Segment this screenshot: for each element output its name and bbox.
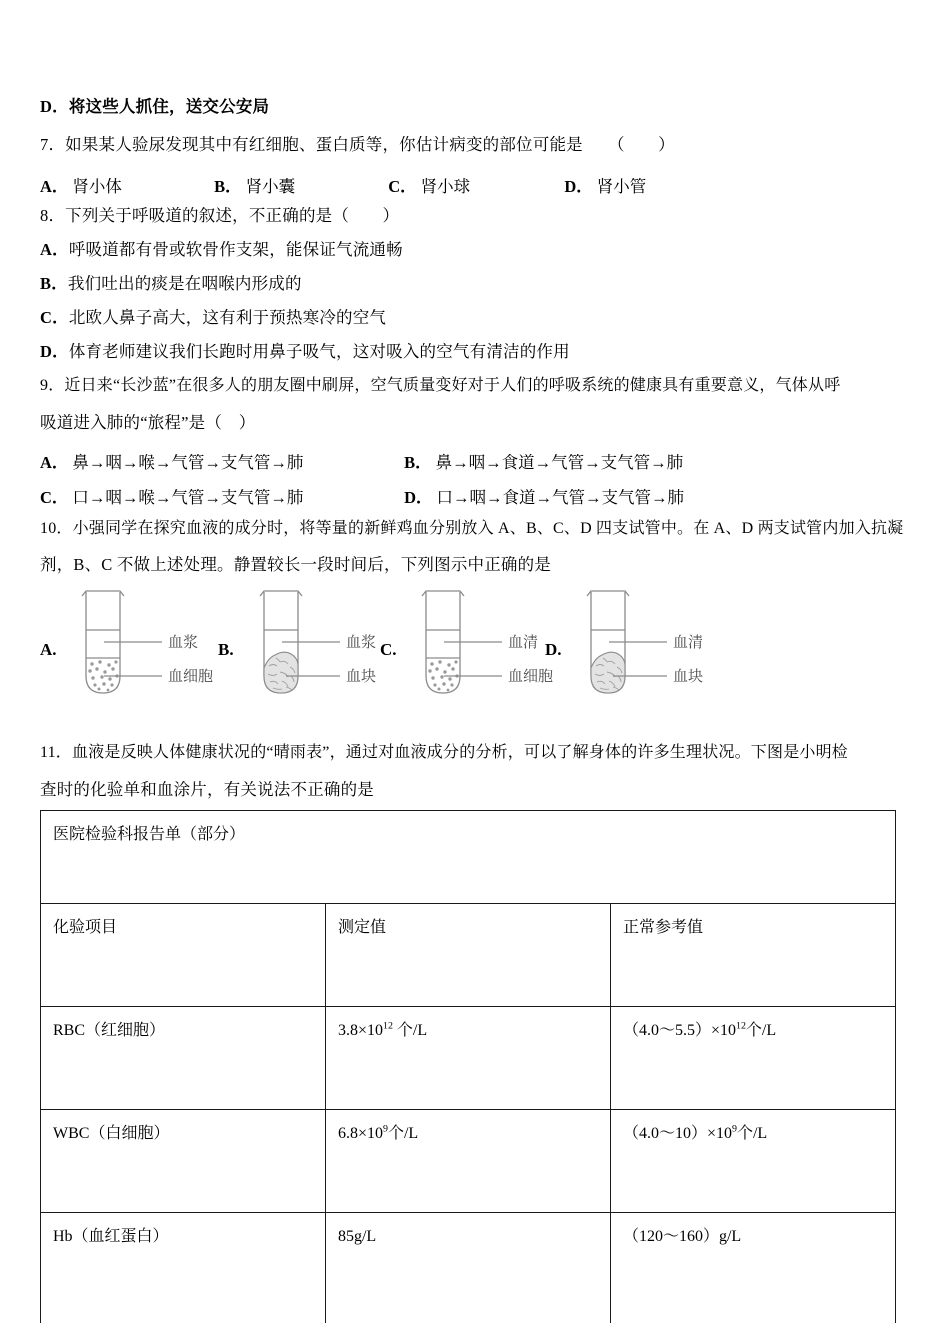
option-text: 肾小管 — [596, 177, 647, 196]
option-label: B． — [40, 274, 68, 293]
question-9-option-b[interactable] — [404, 449, 683, 473]
tube-option-d[interactable] — [545, 588, 760, 708]
lab-measured-value: $3.8\times 10^{12}$ 个/L — [325, 1007, 610, 1110]
report-title: 医院检验科报告单（部分） — [41, 811, 896, 904]
option-text: 体育老师建议我们长跑时用鼻子吸气，这对吸入的空气有清洁的作用 — [68, 342, 570, 361]
question-7-option-b[interactable] — [214, 173, 384, 197]
lab-measured-value: $6.8\times 10^9$个/L — [325, 1110, 610, 1213]
lab-reference-value: （4.0〜$10)\times 10^9$个/L — [610, 1110, 895, 1213]
question-11-stem-line-1: 11．血液是反映人体健康状况的“晴雨表”，通过对血液成分的分析，可以了解身体的许多生理状况。下图是小明检 — [40, 744, 849, 761]
question-6-option-d: D．将这些人抓住，送交公安局 — [40, 97, 270, 116]
tube-a-bottom-label: 血细胞 — [168, 669, 214, 685]
lab-item-name: Hb（血红蛋白） — [41, 1213, 326, 1324]
tube-b-top-label: 血浆 — [346, 635, 377, 651]
tube-c-bottom-label: 血细胞 — [508, 669, 554, 685]
question-9-options-row-2 — [40, 484, 684, 508]
question-7-options — [40, 173, 646, 197]
question-7-option-c[interactable] — [388, 173, 560, 197]
question-9-stem-line-2: 吸道进入肺的“旅程”是（ ） — [40, 413, 256, 432]
option-text: 肾小体 — [72, 177, 122, 196]
tube-c-top-label: 血清 — [508, 635, 539, 651]
test-tube-diagram-d — [569, 588, 759, 703]
table-row — [41, 1007, 896, 1110]
lab-measured-value: 85g/L — [325, 1213, 610, 1324]
question-10-stem-line-1: 10．小强同学在探究血液的成分时，将等量的新鲜鸡血分别放入 A、B、C、D 四支试管中。在 A、D 两支试管内加入抗凝 — [40, 520, 904, 537]
column-header-measured: 测定值 — [325, 904, 610, 1007]
lab-item-name: RBC（红细胞） — [41, 1007, 326, 1110]
question-8-option-a[interactable] — [40, 241, 403, 258]
lab-report-table — [40, 810, 896, 1323]
option-label: B． — [214, 177, 242, 196]
tube-letter-d: D. — [545, 640, 562, 659]
option-label: A． — [40, 240, 69, 259]
option-label: A． — [40, 177, 69, 196]
option-text: 呼吸道都有骨或软骨作支架，能保证气流通畅 — [68, 240, 403, 259]
option-text: 鼻→咽→食道→气管→支气管→肺 — [435, 453, 684, 472]
option-label: A． — [40, 453, 69, 472]
question-9-option-a[interactable] — [40, 449, 400, 473]
question-9-option-c[interactable] — [40, 484, 400, 508]
tube-d-top-label: 血清 — [673, 635, 704, 651]
option-label: D． — [404, 488, 433, 507]
option-text: 肾小囊 — [245, 177, 296, 196]
option-label: C． — [388, 177, 417, 196]
question-7-stem: 7．如果某人验尿发现其中有红细胞、蛋白质等，你估计病变的部位可能是 （ ） — [40, 135, 675, 154]
table-row-header — [41, 904, 896, 1007]
option-text: 鼻→咽→喉→气管→支气管→肺 — [72, 453, 304, 472]
question-8-option-c[interactable] — [40, 309, 386, 326]
option-label: B． — [404, 453, 432, 472]
tube-letter-c: C. — [380, 640, 397, 659]
table-row — [41, 1110, 896, 1213]
option-label: D． — [40, 342, 69, 361]
tube-letter-b: B. — [218, 640, 234, 659]
option-text: 北欧人鼻子高大，这有利于预热寒冷的空气 — [68, 308, 387, 327]
question-9-option-d[interactable] — [404, 484, 684, 508]
option-text: 口→咽→喉→气管→支气管→肺 — [72, 488, 304, 507]
option-text: 我们吐出的痰是在咽喉内形成的 — [67, 274, 302, 293]
question-8-option-d[interactable] — [40, 343, 570, 360]
column-header-reference: 正常参考值 — [610, 904, 895, 1007]
table-row — [41, 1213, 896, 1324]
tube-d-bottom-label: 血块 — [673, 669, 704, 685]
option-text: 肾小球 — [420, 177, 471, 196]
question-8-stem: 8．下列关于呼吸道的叙述，不正确的是（ ） — [40, 206, 400, 225]
tube-letter-a: A. — [40, 640, 57, 659]
lab-reference-value: （4.0〜$5.5)\times 10^{12}$个/L — [610, 1007, 895, 1110]
question-7-option-a[interactable] — [40, 173, 210, 197]
option-label: C． — [40, 488, 69, 507]
option-label: C． — [40, 308, 69, 327]
option-text: 口→咽→食道→气管→支气管→肺 — [436, 488, 685, 507]
question-7-option-d[interactable] — [564, 173, 646, 197]
question-10-stem-line-2: 剂，B、C 不做上述处理。静置较长一段时间后，下列图示中正确的是 — [40, 555, 552, 574]
tube-a-top-label: 血浆 — [168, 635, 199, 651]
column-header-item: 化验项目 — [41, 904, 326, 1007]
question-8-option-b[interactable] — [40, 275, 302, 292]
question-9-options-row-1 — [40, 449, 683, 473]
lab-item-name: WBC（白细胞） — [41, 1110, 326, 1213]
option-label: D． — [564, 177, 593, 196]
question-10-figure-group — [40, 588, 910, 708]
question-9-stem-line-1: 9．近日来“长沙蓝”在很多人的朋友圈中刷屏，空气质量变好对于人们的呼吸系统的健康具有重要意义，气体从呼 — [40, 377, 841, 394]
tube-b-bottom-label: 血块 — [346, 669, 377, 685]
question-11-stem-line-2: 查时的化验单和血涂片，有关说法不正确的是 — [40, 780, 374, 799]
lab-reference-value: （120〜160）g/L — [610, 1213, 895, 1324]
table-row-title — [41, 811, 896, 904]
